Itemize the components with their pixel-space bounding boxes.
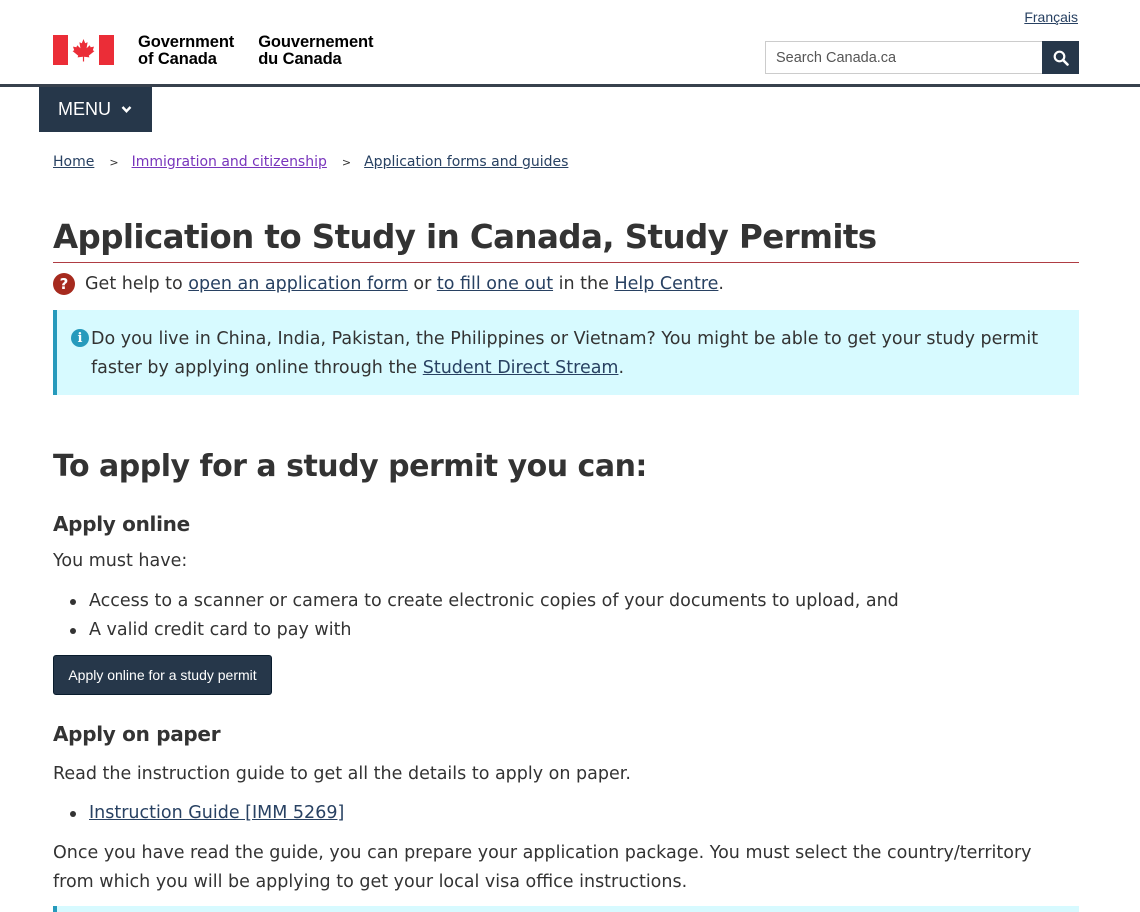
- apply-paper-followup: Once you have read the guide, you can prepare your application package. You must select the country/territory from which you will be applying to get your local visa office instructions.: [53, 843, 1032, 892]
- apply-online-intro: You must have:: [53, 551, 188, 571]
- page-title: Application to Study in Canada, Study Permits: [53, 218, 1079, 263]
- question-icon: ?: [53, 273, 75, 295]
- canada-flag-icon: [53, 35, 114, 65]
- guide-list: [53, 799, 344, 828]
- search-button[interactable]: [1042, 41, 1079, 74]
- logo-fr-line-2: du Canada: [258, 50, 342, 68]
- help-line: [53, 273, 724, 295]
- search-input[interactable]: [765, 41, 1042, 74]
- menu-label: MENU: [58, 99, 111, 119]
- help-text: or: [407, 274, 437, 294]
- list-item: Access to a scanner or camera to create electronic copies of your documents to upload, and: [53, 587, 899, 616]
- info-alert-partial: [53, 906, 1079, 912]
- info-alert: [53, 310, 1079, 395]
- help-text: in the: [553, 274, 615, 294]
- logo-fr-line-1: Gouvernement: [258, 33, 374, 51]
- breadcrumb-separator: >: [109, 155, 119, 169]
- chevron-down-icon: [121, 104, 132, 115]
- apply-online-heading: Apply online: [53, 512, 190, 536]
- header-divider: [0, 84, 1140, 87]
- apply-online-button[interactable]: Apply online for a study permit: [53, 655, 272, 695]
- help-text: .: [718, 274, 724, 294]
- fill-form-link[interactable]: to fill one out: [436, 274, 554, 294]
- open-application-form-link[interactable]: open an application form: [188, 274, 408, 294]
- list-item: A valid credit card to pay with: [53, 616, 899, 645]
- logo-en-line-2: of Canada: [138, 50, 217, 68]
- breadcrumb-separator: >: [341, 155, 352, 169]
- logo-en-line-1: Government: [138, 33, 235, 51]
- student-direct-stream-link[interactable]: Student Direct Stream: [422, 358, 619, 378]
- breadcrumb-immigration[interactable]: Immigration and citizenship: [131, 154, 327, 170]
- government-of-canada-logo[interactable]: [53, 35, 373, 68]
- language-toggle-link[interactable]: Français: [1024, 9, 1078, 25]
- breadcrumb-home[interactable]: Home: [53, 154, 95, 170]
- alert-text: Do you live in China, India, Pakistan, the Philippines or Vietnam? You might be able to get your study permit faster by applying online through the: [91, 329, 1039, 378]
- search-icon: [1053, 50, 1069, 66]
- help-text: Get help to: [85, 274, 189, 294]
- list-item: [53, 799, 344, 828]
- breadcrumb: [53, 154, 568, 170]
- apply-paper-intro: Read the instruction guide to get all the details to apply on paper.: [53, 764, 631, 784]
- info-icon: i: [71, 329, 89, 347]
- menu-button[interactable]: [39, 87, 152, 132]
- apply-heading: To apply for a study permit you can:: [53, 449, 647, 484]
- instruction-guide-link[interactable]: Instruction Guide [IMM 5269]: [89, 803, 345, 823]
- breadcrumb-application-forms[interactable]: Application forms and guides: [364, 154, 569, 170]
- logo-text-english: [138, 34, 234, 68]
- help-centre-link[interactable]: Help Centre: [614, 274, 719, 294]
- apply-paper-heading: Apply on paper: [53, 722, 221, 746]
- search-bar: [765, 41, 1079, 74]
- alert-text: .: [618, 358, 625, 378]
- logo-text-french: [258, 34, 373, 68]
- requirements-list: [53, 587, 899, 645]
